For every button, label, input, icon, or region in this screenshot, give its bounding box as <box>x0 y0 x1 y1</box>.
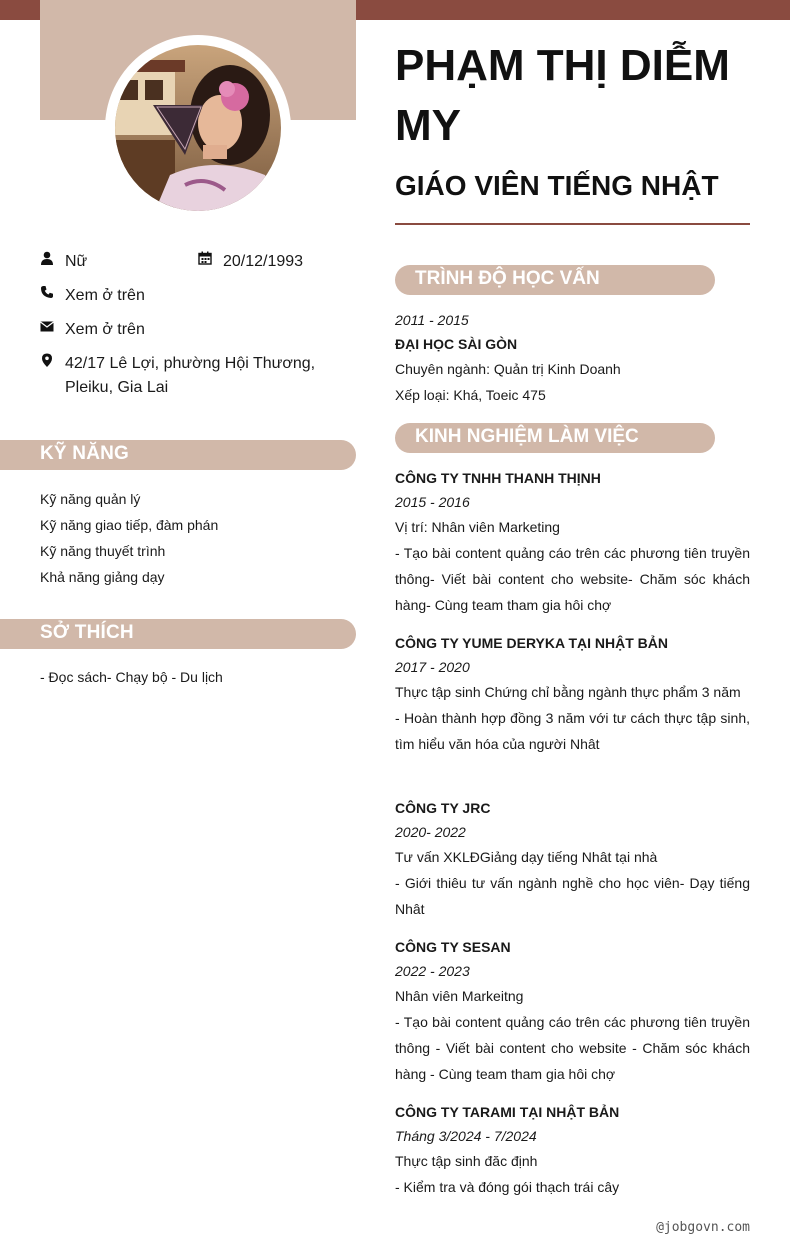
gender-value: Nữ <box>65 253 88 270</box>
job-company: CÔNG TY YUME DERYKA TẠI NHẬT BẢN <box>395 635 669 651</box>
address-value <box>65 352 315 400</box>
job-detail: Thực tập sinh đăc định <box>395 1153 538 1169</box>
experience-heading-bar <box>395 423 715 453</box>
avatar-frame <box>105 35 291 221</box>
experience-heading: KINH NGHIỆM LÀM VIỆC <box>415 426 639 447</box>
job-entry <box>395 466 750 618</box>
skills-heading: KỸ NĂNG <box>40 443 130 464</box>
education-grade: Xếp loại: Khá, Toeic 475 <box>395 387 546 403</box>
candidate-name: PHẠM THỊ DIỄM MY <box>395 41 730 150</box>
skill-item: Kỹ năng thuyết trình <box>40 543 166 559</box>
candidate-title: GIÁO VIÊN TIẾNG NHẬT <box>395 170 719 201</box>
skills-heading-bar <box>0 440 356 470</box>
job-company: CÔNG TY JRC <box>395 800 491 816</box>
skill-item: Kỹ năng giao tiếp, đàm phán <box>40 517 219 533</box>
title-divider <box>395 223 750 225</box>
gender-row <box>40 250 87 274</box>
education-period: 2011 - 2015 <box>395 312 469 328</box>
envelope-icon <box>40 319 54 333</box>
avatar <box>115 45 281 211</box>
job-period: 2020- 2022 <box>395 824 466 840</box>
education-school: ĐẠI HỌC SÀI GÒN <box>395 336 518 352</box>
phone-row <box>40 284 145 308</box>
person-icon <box>40 251 54 265</box>
calendar-icon <box>198 251 212 265</box>
job-detail: - Tạo bài content quảng cáo trên các phương tiên truyền thông - Viết bài content cho website - Chăm sóc khách hàng - Cùng team tham gia hôi chợ <box>395 1014 750 1082</box>
location-pin-icon <box>40 353 54 367</box>
skill-item: Khả năng giảng dạy <box>40 569 165 585</box>
job-detail: - Giới thiêu tư vấn ngành nghề cho học viên- Dạy tiếng Nhât <box>395 875 750 917</box>
job-company: CÔNG TY TNHH THANH THỊNH <box>395 470 601 486</box>
address-line-1: 42/17 Lê Lợi, phường Hội Thương, <box>65 355 316 372</box>
job-detail: - Kiểm tra và đóng gói thạch trái cây <box>395 1179 620 1195</box>
job-company: CÔNG TY SESAN <box>395 939 511 955</box>
education-entry <box>395 308 750 408</box>
skill-item: Kỹ năng quản lý <box>40 491 141 507</box>
phone-value: Xem ở trên <box>65 287 145 304</box>
job-detail: Thực tập sinh Chứng chỉ bằng ngành thực phẩm 3 năm <box>395 684 741 700</box>
hobbies-text: - Đọc sách- Chạy bộ - Du lịch <box>40 669 223 685</box>
job-detail: - Tạo bài content quảng cáo trên các phương tiên truyền thông- Viết bài content cho website- Chăm sóc khách hàng- Cùng team tham gia hôi chợ <box>395 545 750 613</box>
job-entry <box>395 796 750 922</box>
hobbies-heading: SỞ THÍCH <box>40 622 134 643</box>
job-period: Tháng 3/2024 - 7/2024 <box>395 1128 537 1144</box>
job-detail: Nhân viên Markeitng <box>395 988 524 1004</box>
education-heading-bar <box>395 265 715 295</box>
phone-icon <box>40 285 54 299</box>
job-detail: Tư vấn XKLĐGiảng dạy tiếng Nhât tại nhà <box>395 849 658 865</box>
hobbies-heading-bar <box>0 619 356 649</box>
job-entry <box>395 935 750 1087</box>
job-period: 2022 - 2023 <box>395 963 470 979</box>
job-detail: - Hoàn thành hợp đồng 3 năm với tư cách thực tập sinh, tìm hiểu văn hóa của người Nhât <box>395 710 750 752</box>
email-value: Xem ở trên <box>65 321 145 338</box>
birthday-row <box>198 250 303 274</box>
address-line-2: Pleiku, Gia Lai <box>65 379 169 396</box>
skills-list <box>40 486 340 590</box>
birthday-value: 20/12/1993 <box>223 253 304 270</box>
job-entry <box>395 1100 750 1200</box>
job-entry <box>395 631 750 757</box>
email-row <box>40 318 145 342</box>
job-company: CÔNG TY TARAMI TẠI NHẬT BẢN <box>395 1104 620 1120</box>
job-detail: Vị trí: Nhân viên Marketing <box>395 519 560 535</box>
education-major: Chuyên ngành: Quản trị Kinh Doanh <box>395 361 621 377</box>
watermark: @jobgovn.com <box>656 1220 750 1235</box>
education-heading: TRÌNH ĐỘ HỌC VẤN <box>415 268 600 289</box>
job-period: 2015 - 2016 <box>395 494 470 510</box>
address-row <box>40 352 315 400</box>
job-period: 2017 - 2020 <box>395 659 470 675</box>
